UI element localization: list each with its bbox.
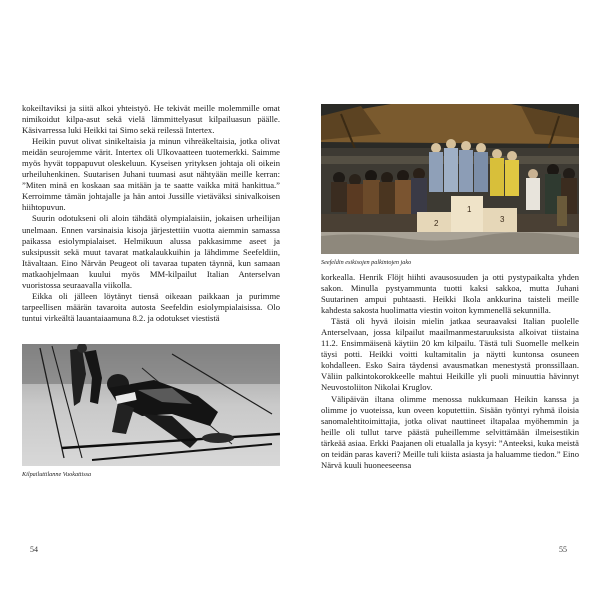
skier-race-photo [22,344,280,466]
left-page-number: 54 [30,545,38,554]
left-paragraph-1: kokeiltaviksi ja siitä alkoi yhteistyö. He tekivät meille molemmille omat nimikoidut kilpa-asut sekä vielä lämmittelyasut kilpailuasun päälle. Käsivarressa luki Heikki tai Simo sekä reilessä Intertex. [22,103,280,136]
right-paragraph-2: Tästä oli hyvä iloisin mielin jatkaa seuraavaksi Italian puolelle Anterselvaan, jossa kilpailut maailmanmestaruuksista alkoivat tiistaina 11.2. Ensimmäisenä käytiin 20 km kilpailu. Tästä tuli Suomelle melkein täysi potti. Heikki voitti kultamitalin ja näytti kuntonsa osuneen kohdalleen. Esko Saira täydensi avausmatkan menestystä pronssillaan. Väliin palkintokorokkeelle mahtui Heikille yli puoli minuuttia hävinnyt Neuvostoliiton Nikolai Kruglov. [321,316,579,393]
left-paragraph-2: Heikin puvut olivat sinikeltaisia ja minun vihreäkeltaisia, jotka olivat meidän seurojemme värit. Intertex oli Ulkovaatteen tuotemerkki. Saimme myös hyvät toppapuvut oleskeluun. Kyseisen yrityksen johtaja oli oikein urheiluhenkinen. Suutarisen Juhani tuumasi asut nähtyään meille kerran: ”Miten minä en koskaan saa mitään ja te saatte vaikka mitä hankittua.” Kerroimme tämän johtajalle ja hän antoi Jussille vietäväksi sinivalkoisen hiihtopuvun. [22,136,280,213]
skier-race-illustration [22,344,280,466]
podium-number-2: 2 [434,219,439,228]
podium-ceremony-photo [321,104,579,254]
right-paragraph-3: Välipäivän iltana olimme menossa nukkumaan Heikin kanssa ja olimme jo vuoteissa, kun oveen koputettiin. Sisään työntyi ryhmä iloisia sanomalehtitoimittajia, jotka olivat nauttineet iltapalaa myöhemmin ja heille oli tullut tarve päästä puheillemme selvittämään ilmeisestikin tärkeää asiaa. Erkki Paajanen oli etualalla ja kysyi: ”Anteeksi, kuka meistä on teidän paras kaveri? Meille tuli kiista asiasta ja haluamme tiedon.” Eino Närvä kuuli huoneeseensa [321,393,579,470]
podium-number-1: 1 [467,205,472,214]
right-page-number: 55 [559,545,567,554]
right-text-column [321,272,579,471]
right-photo-caption: Seefeldin esikisojen palkintojen jako [321,259,412,266]
left-paragraph-3: Suurin odotukseni oli aloin tähdätä olympialaisiin, jokaisen urheilijan unelmaan. Ennen varsinaisia kisoja järjestettiin vuotta aiemmin samassa paikassa esiolympialaiset. Helmikuun alussa pakkasimme aseet ja suksipussit sekä muut tavarat matkalaukkuihin ja lähdimme Seefeldiin, Itävaltaan. Eino Närvän Peugeot oli tavaraa tupaten täynnä, kun samaan matkaohjelmaan kuului myös MM-kilpailut Italian Anterselvan vuoristossa seuraavalla viikolla. [22,213,280,290]
left-paragraph-4: Eikka oli jälleen löytänyt tiensä oikeaan paikkaan ja purimme tarpeellisen määrän tavaroita autosta Seefeldin esiolympialaisissa. Olo tuntui virkeältä lauantaiaamuna 8.2. ja odotukset viestistä [22,290,280,323]
podium-ceremony-illustration [321,104,579,254]
podium-number-3: 3 [500,215,505,224]
right-paragraph-1: korkealla. Henrik Flöjt hiihti avausosuuden ja otti pystypaikalta yhden sakon. Minulla pystyammunta tuotti kaksi sakkoa, mutta Juhani Suutarinen ampui puhtaasti. Heikki Ikola ankkurina taisteli meille kahdesta sakosta huolimatta viestin voiton kymmenellä sekunnilla. [321,272,579,316]
right-page [300,0,600,600]
left-text-column [22,103,280,324]
left-photo-caption: Kilpailuttilanne Vuokattissa [22,471,92,478]
